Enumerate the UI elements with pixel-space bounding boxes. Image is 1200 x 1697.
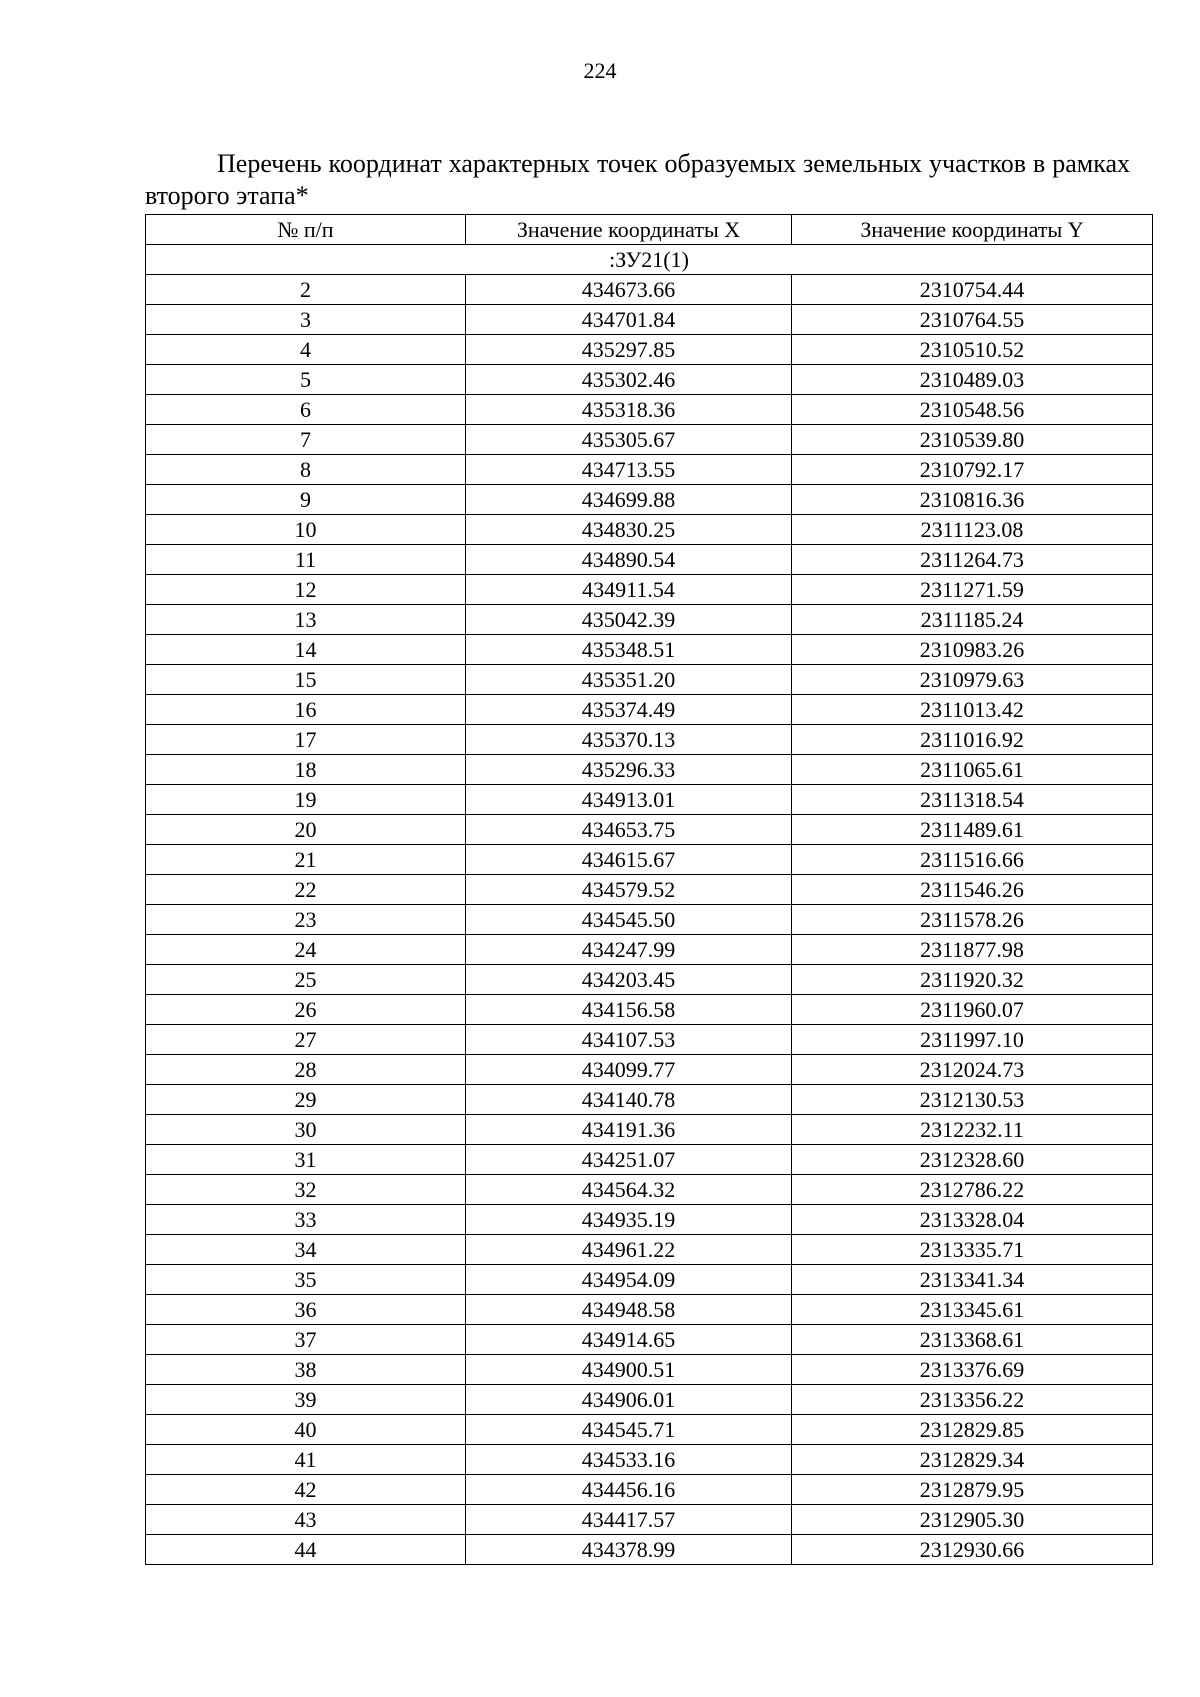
cell-coordinate-x: 434545.50 bbox=[466, 905, 792, 935]
cell-coordinate-x: 434099.77 bbox=[466, 1055, 792, 1085]
cell-coordinate-y: 2313376.69 bbox=[792, 1355, 1153, 1385]
cell-point-number: 38 bbox=[146, 1355, 466, 1385]
cell-coordinate-y: 2311516.66 bbox=[792, 845, 1153, 875]
table-row bbox=[146, 335, 1153, 365]
cell-coordinate-y: 2312024.73 bbox=[792, 1055, 1153, 1085]
cell-coordinate-y: 2311877.98 bbox=[792, 935, 1153, 965]
document-title: Перечень координат характерных точек образуемых земельных участков в рамках второго этапа* bbox=[145, 149, 1130, 210]
table-row bbox=[146, 1145, 1153, 1175]
cell-coordinate-y: 2311065.61 bbox=[792, 755, 1153, 785]
cell-coordinate-x: 435370.13 bbox=[466, 725, 792, 755]
cell-coordinate-y: 2310764.55 bbox=[792, 305, 1153, 335]
cell-point-number: 36 bbox=[146, 1295, 466, 1325]
cell-coordinate-y: 2311997.10 bbox=[792, 1025, 1153, 1055]
cell-coordinate-y: 2310510.52 bbox=[792, 335, 1153, 365]
cell-coordinate-x: 434533.16 bbox=[466, 1445, 792, 1475]
cell-coordinate-y: 2311546.26 bbox=[792, 875, 1153, 905]
cell-coordinate-x: 435296.33 bbox=[466, 755, 792, 785]
table-row bbox=[146, 605, 1153, 635]
cell-coordinate-y: 2311578.26 bbox=[792, 905, 1153, 935]
cell-point-number: 42 bbox=[146, 1475, 466, 1505]
cell-coordinate-y: 2313368.61 bbox=[792, 1325, 1153, 1355]
cell-coordinate-y: 2311264.73 bbox=[792, 545, 1153, 575]
cell-coordinate-x: 434906.01 bbox=[466, 1385, 792, 1415]
cell-coordinate-x: 434564.32 bbox=[466, 1175, 792, 1205]
cell-coordinate-y: 2313335.71 bbox=[792, 1235, 1153, 1265]
cell-coordinate-y: 2310539.80 bbox=[792, 425, 1153, 455]
table-row bbox=[146, 785, 1153, 815]
table-row bbox=[146, 695, 1153, 725]
cell-coordinate-x: 434545.71 bbox=[466, 1415, 792, 1445]
table-row bbox=[146, 665, 1153, 695]
cell-point-number: 7 bbox=[146, 425, 466, 455]
table-row bbox=[146, 275, 1153, 305]
cell-coordinate-y: 2310979.63 bbox=[792, 665, 1153, 695]
cell-coordinate-x: 434830.25 bbox=[466, 515, 792, 545]
cell-coordinate-y: 2312786.22 bbox=[792, 1175, 1153, 1205]
cell-coordinate-x: 434701.84 bbox=[466, 305, 792, 335]
cell-coordinate-x: 435305.67 bbox=[466, 425, 792, 455]
cell-coordinate-x: 434156.58 bbox=[466, 995, 792, 1025]
table-row bbox=[146, 815, 1153, 845]
cell-point-number: 43 bbox=[146, 1505, 466, 1535]
cell-coordinate-y: 2311920.32 bbox=[792, 965, 1153, 995]
section-row bbox=[146, 245, 1153, 275]
cell-point-number: 40 bbox=[146, 1415, 466, 1445]
cell-coordinate-y: 2313341.34 bbox=[792, 1265, 1153, 1295]
table-header-row bbox=[146, 215, 1153, 245]
cell-point-number: 3 bbox=[146, 305, 466, 335]
cell-point-number: 30 bbox=[146, 1115, 466, 1145]
cell-point-number: 16 bbox=[146, 695, 466, 725]
cell-coordinate-x: 434107.53 bbox=[466, 1025, 792, 1055]
cell-point-number: 33 bbox=[146, 1205, 466, 1235]
table-row bbox=[146, 1415, 1153, 1445]
cell-coordinate-x: 434653.75 bbox=[466, 815, 792, 845]
cell-point-number: 44 bbox=[146, 1535, 466, 1565]
table-row bbox=[146, 1115, 1153, 1145]
cell-point-number: 39 bbox=[146, 1385, 466, 1415]
header-coordinate-y: Значение координаты Y bbox=[792, 215, 1153, 245]
table-row bbox=[146, 935, 1153, 965]
cell-point-number: 10 bbox=[146, 515, 466, 545]
cell-point-number: 14 bbox=[146, 635, 466, 665]
table-row bbox=[146, 755, 1153, 785]
cell-coordinate-x: 434890.54 bbox=[466, 545, 792, 575]
cell-coordinate-x: 434961.22 bbox=[466, 1235, 792, 1265]
cell-point-number: 37 bbox=[146, 1325, 466, 1355]
cell-coordinate-y: 2311013.42 bbox=[792, 695, 1153, 725]
cell-point-number: 23 bbox=[146, 905, 466, 935]
cell-point-number: 17 bbox=[146, 725, 466, 755]
cell-coordinate-x: 434615.67 bbox=[466, 845, 792, 875]
cell-coordinate-x: 434699.88 bbox=[466, 485, 792, 515]
cell-coordinate-x: 434713.55 bbox=[466, 455, 792, 485]
cell-coordinate-x: 434378.99 bbox=[466, 1535, 792, 1565]
cell-point-number: 21 bbox=[146, 845, 466, 875]
cell-coordinate-y: 2312328.60 bbox=[792, 1145, 1153, 1175]
cell-coordinate-y: 2310489.03 bbox=[792, 365, 1153, 395]
table-row bbox=[146, 1295, 1153, 1325]
page-number: 224 bbox=[583, 58, 617, 83]
cell-point-number: 11 bbox=[146, 545, 466, 575]
cell-coordinate-y: 2312905.30 bbox=[792, 1505, 1153, 1535]
cell-coordinate-x: 434673.66 bbox=[466, 275, 792, 305]
cell-coordinate-x: 434914.65 bbox=[466, 1325, 792, 1355]
header-coordinate-x: Значение координаты X bbox=[466, 215, 792, 245]
cell-coordinate-x: 434954.09 bbox=[466, 1265, 792, 1295]
cell-point-number: 13 bbox=[146, 605, 466, 635]
cell-coordinate-y: 2313345.61 bbox=[792, 1295, 1153, 1325]
table-body bbox=[146, 245, 1153, 1565]
table-row bbox=[146, 1325, 1153, 1355]
cell-coordinate-y: 2311123.08 bbox=[792, 515, 1153, 545]
table-row bbox=[146, 995, 1153, 1025]
cell-coordinate-x: 434140.78 bbox=[466, 1085, 792, 1115]
cell-coordinate-x: 434900.51 bbox=[466, 1355, 792, 1385]
table-row bbox=[146, 1085, 1153, 1115]
table-row bbox=[146, 305, 1153, 335]
cell-coordinate-x: 435348.51 bbox=[466, 635, 792, 665]
cell-coordinate-y: 2311185.24 bbox=[792, 605, 1153, 635]
cell-coordinate-x: 434948.58 bbox=[466, 1295, 792, 1325]
cell-point-number: 34 bbox=[146, 1235, 466, 1265]
cell-coordinate-x: 435302.46 bbox=[466, 365, 792, 395]
table-row bbox=[146, 1475, 1153, 1505]
table-row bbox=[146, 1175, 1153, 1205]
cell-point-number: 24 bbox=[146, 935, 466, 965]
cell-coordinate-y: 2312829.34 bbox=[792, 1445, 1153, 1475]
cell-point-number: 32 bbox=[146, 1175, 466, 1205]
cell-coordinate-x: 434417.57 bbox=[466, 1505, 792, 1535]
cell-coordinate-x: 434251.07 bbox=[466, 1145, 792, 1175]
table-row bbox=[146, 905, 1153, 935]
table-row bbox=[146, 545, 1153, 575]
cell-point-number: 26 bbox=[146, 995, 466, 1025]
cell-point-number: 35 bbox=[146, 1265, 466, 1295]
table-row bbox=[146, 1265, 1153, 1295]
table-row bbox=[146, 455, 1153, 485]
table-row bbox=[146, 515, 1153, 545]
table-row bbox=[146, 1445, 1153, 1475]
table-row bbox=[146, 1205, 1153, 1235]
cell-coordinate-y: 2311271.59 bbox=[792, 575, 1153, 605]
table-row bbox=[146, 1055, 1153, 1085]
cell-point-number: 9 bbox=[146, 485, 466, 515]
cell-point-number: 31 bbox=[146, 1145, 466, 1175]
cell-coordinate-y: 2312829.85 bbox=[792, 1415, 1153, 1445]
table-row bbox=[146, 725, 1153, 755]
cell-coordinate-y: 2311318.54 bbox=[792, 785, 1153, 815]
table-row bbox=[146, 845, 1153, 875]
table-row bbox=[146, 875, 1153, 905]
cell-point-number: 4 bbox=[146, 335, 466, 365]
table-row bbox=[146, 1505, 1153, 1535]
table-row bbox=[146, 575, 1153, 605]
cell-coordinate-y: 2312130.53 bbox=[792, 1085, 1153, 1115]
cell-point-number: 19 bbox=[146, 785, 466, 815]
cell-coordinate-x: 434456.16 bbox=[466, 1475, 792, 1505]
cell-point-number: 28 bbox=[146, 1055, 466, 1085]
cell-coordinate-y: 2311960.07 bbox=[792, 995, 1153, 1025]
table-row bbox=[146, 395, 1153, 425]
table-row bbox=[146, 365, 1153, 395]
cell-coordinate-y: 2312930.66 bbox=[792, 1535, 1153, 1565]
cell-coordinate-x: 434579.52 bbox=[466, 875, 792, 905]
table-row bbox=[146, 425, 1153, 455]
cell-point-number: 27 bbox=[146, 1025, 466, 1055]
cell-point-number: 25 bbox=[146, 965, 466, 995]
table-row bbox=[146, 1025, 1153, 1055]
cell-coordinate-y: 2311016.92 bbox=[792, 725, 1153, 755]
table-row bbox=[146, 485, 1153, 515]
cell-point-number: 2 bbox=[146, 275, 466, 305]
cell-coordinate-y: 2310816.36 bbox=[792, 485, 1153, 515]
table-row bbox=[146, 1355, 1153, 1385]
cell-coordinate-x: 434247.99 bbox=[466, 935, 792, 965]
cell-point-number: 6 bbox=[146, 395, 466, 425]
cell-point-number: 41 bbox=[146, 1445, 466, 1475]
cell-coordinate-y: 2313356.22 bbox=[792, 1385, 1153, 1415]
cell-coordinate-y: 2313328.04 bbox=[792, 1205, 1153, 1235]
table-row bbox=[146, 1235, 1153, 1265]
cell-coordinate-y: 2310548.56 bbox=[792, 395, 1153, 425]
table-row bbox=[146, 635, 1153, 665]
cell-coordinate-x: 435374.49 bbox=[466, 695, 792, 725]
cell-point-number: 12 bbox=[146, 575, 466, 605]
cell-coordinate-x: 435297.85 bbox=[466, 335, 792, 365]
cell-coordinate-x: 435042.39 bbox=[466, 605, 792, 635]
coordinates-table bbox=[145, 214, 1153, 1565]
cell-coordinate-x: 434191.36 bbox=[466, 1115, 792, 1145]
cell-coordinate-y: 2311489.61 bbox=[792, 815, 1153, 845]
table-row bbox=[146, 1385, 1153, 1415]
cell-coordinate-x: 434935.19 bbox=[466, 1205, 792, 1235]
cell-point-number: 22 bbox=[146, 875, 466, 905]
cell-point-number: 8 bbox=[146, 455, 466, 485]
cell-coordinate-y: 2310983.26 bbox=[792, 635, 1153, 665]
cell-coordinate-y: 2310754.44 bbox=[792, 275, 1153, 305]
section-label: :ЗУ21(1) bbox=[146, 245, 1153, 275]
cell-point-number: 20 bbox=[146, 815, 466, 845]
cell-point-number: 5 bbox=[146, 365, 466, 395]
header-point-number: № п/п bbox=[146, 215, 466, 245]
cell-coordinate-x: 434911.54 bbox=[466, 575, 792, 605]
cell-point-number: 18 bbox=[146, 755, 466, 785]
cell-coordinate-x: 435351.20 bbox=[466, 665, 792, 695]
cell-point-number: 15 bbox=[146, 665, 466, 695]
cell-point-number: 29 bbox=[146, 1085, 466, 1115]
cell-coordinate-y: 2312232.11 bbox=[792, 1115, 1153, 1145]
cell-coordinate-x: 434913.01 bbox=[466, 785, 792, 815]
cell-coordinate-x: 435318.36 bbox=[466, 395, 792, 425]
table-row bbox=[146, 1535, 1153, 1565]
cell-coordinate-y: 2312879.95 bbox=[792, 1475, 1153, 1505]
table-row bbox=[146, 965, 1153, 995]
cell-coordinate-x: 434203.45 bbox=[466, 965, 792, 995]
cell-coordinate-y: 2310792.17 bbox=[792, 455, 1153, 485]
